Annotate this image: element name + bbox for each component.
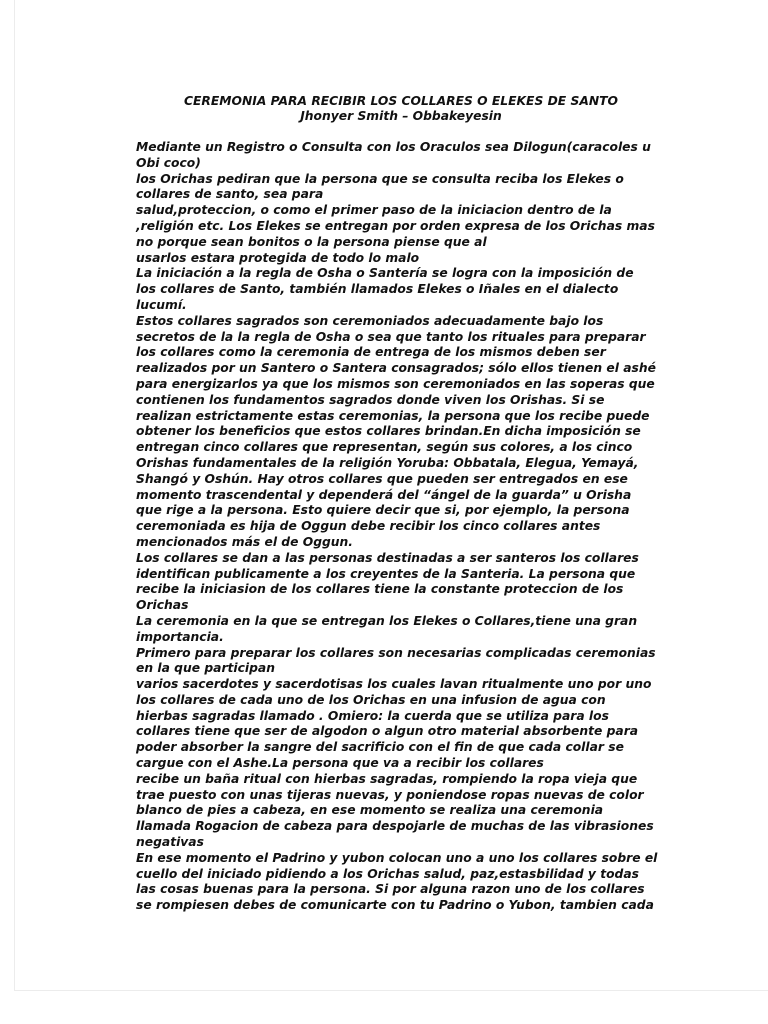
text-line: salud,proteccion, o como el primer paso de la iniciacion dentro de la — [136, 203, 612, 218]
text-line: los collares de cada uno de los Orichas en una infusion de agua con — [136, 692, 606, 707]
text-line: los collares como la ceremonia de entrega de los mismos deben ser — [136, 345, 606, 360]
text-line: que rige a la persona. Esto quiere decir que si, por ejemplo, la persona — [136, 503, 630, 518]
text-line: cuello del iniciado pidiendo a los Orichas salud, paz,estasbilidad y todas — [136, 866, 639, 881]
text-line: secretos de la la regla de Osha o sea que tanto los rituales para preparar — [136, 329, 646, 344]
text-line: identifican publicamente a los creyentes de la Santeria. La persona que — [136, 566, 636, 581]
text-line: Orishas fundamentales de la religión Yoruba: Obbatala, Elegua, Yemayá, — [136, 455, 639, 470]
text-line: collares tiene que ser de algodon o algun otro material absorbente para — [136, 724, 639, 739]
document-body — [136, 140, 666, 914]
text-line: realizados por un Santero o Santera consagrados; sólo ellos tienen el ashé — [136, 361, 656, 376]
text-line: Estos collares sagrados son ceremoniados adecuadamente bajo los — [136, 313, 604, 328]
document-page — [14, 0, 768, 991]
text-line: En ese momento el Padrino y yubon colocan uno a uno los collares sobre el — [136, 850, 658, 865]
text-line: Orichas — [136, 598, 189, 613]
text-line: recibe un baña ritual con hierbas sagradas, rompiendo la ropa vieja que — [136, 771, 638, 786]
document-content — [136, 94, 666, 914]
document-title: CEREMONIA PARA RECIBIR LOS COLLARES O ELEKES DE SANTO — [184, 94, 618, 108]
text-line: collares de santo, sea para — [136, 187, 324, 202]
text-line: negativas — [136, 835, 204, 850]
text-line: Los collares se dan a las personas destinadas a ser santeros los collares — [136, 550, 639, 565]
text-line: Obi coco) — [136, 155, 201, 170]
text-line: trae puesto con unas tijeras nuevas, y poniendose ropas nuevas de color — [136, 787, 644, 802]
text-line: varios sacerdotes y sacerdotisas los cuales lavan ritualmente uno por uno — [136, 677, 652, 692]
text-line: La ceremonia en la que se entregan los Elekes o Collares,tiene una gran — [136, 613, 638, 628]
text-line: poder absorber la sangre del sacrificio con el fin de que cada collar se — [136, 740, 624, 755]
text-line: La iniciación a la regla de Osha o Santería se logra con la imposición de — [136, 266, 634, 281]
text-line: importancia. — [136, 629, 224, 644]
text-line: recibe la iniciasion de los collares tiene la constante proteccion de los — [136, 582, 624, 597]
text-line: momento trascendental y dependerá del “ángel de la guarda” u Orisha — [136, 487, 632, 502]
text-line: las cosas buenas para la persona. Si por alguna razon uno de los collares — [136, 882, 645, 897]
text-line: no porque sean bonitos o la persona piense que al — [136, 234, 487, 249]
text-line: ,religión etc. Los Elekes se entregan por orden expresa de los Orichas mas — [136, 218, 655, 233]
text-line: lucumí. — [136, 297, 187, 312]
text-line: mencionados más el de Oggun. — [136, 534, 353, 549]
text-line: los collares de Santo, también llamados Elekes o Iñales en el dialecto — [136, 282, 619, 297]
text-line: los Orichas pediran que la persona que se consulta reciba los Elekes o — [136, 171, 624, 186]
text-line: en la que participan — [136, 661, 275, 676]
text-line: llamada Rogacion de cabeza para despojarle de muchas de las vibrasiones — [136, 819, 654, 834]
text-line: blanco de pies a cabeza, en ese momento se realiza una ceremonia — [136, 803, 604, 818]
text-line: Primero para preparar los collares son necesarias complicadas ceremonias — [136, 645, 656, 660]
title-block — [136, 94, 666, 124]
text-line: obtener los beneficios que estos collares brindan.En dicha imposición se — [136, 424, 641, 439]
text-line: contienen los fundamentos sagrados donde viven los Orishas. Si se — [136, 392, 605, 407]
text-line: se rompiesen debes de comunicarte con tu Padrino o Yubon, tambien cada — [136, 898, 654, 913]
text-line: hierbas sagradas llamado . Omiero: la cuerda que se utiliza para los — [136, 708, 609, 723]
text-line: Mediante un Registro o Consulta con los Oraculos sea Dilogun(caracoles u — [136, 140, 651, 154]
text-line: ceremoniada es hija de Oggun debe recibir los cinco collares antes — [136, 519, 601, 534]
text-line: entregan cinco collares que representan, según sus colores, a los cinco — [136, 440, 633, 455]
text-line: realizan estrictamente estas ceremonias, la persona que los recibe puede — [136, 408, 650, 423]
text-line: para energizarlos ya que los mismos son ceremoniados en las soperas que — [136, 376, 655, 391]
document-author: Jhonyer Smith – Obbakeyesin — [300, 109, 502, 123]
text-line: usarlos estara protegida de todo lo malo — [136, 250, 420, 265]
text-line: Shangó y Oshún. Hay otros collares que pueden ser entregados en ese — [136, 471, 628, 486]
text-line: cargue con el Ashe.La persona que va a recibir los collares — [136, 756, 544, 771]
